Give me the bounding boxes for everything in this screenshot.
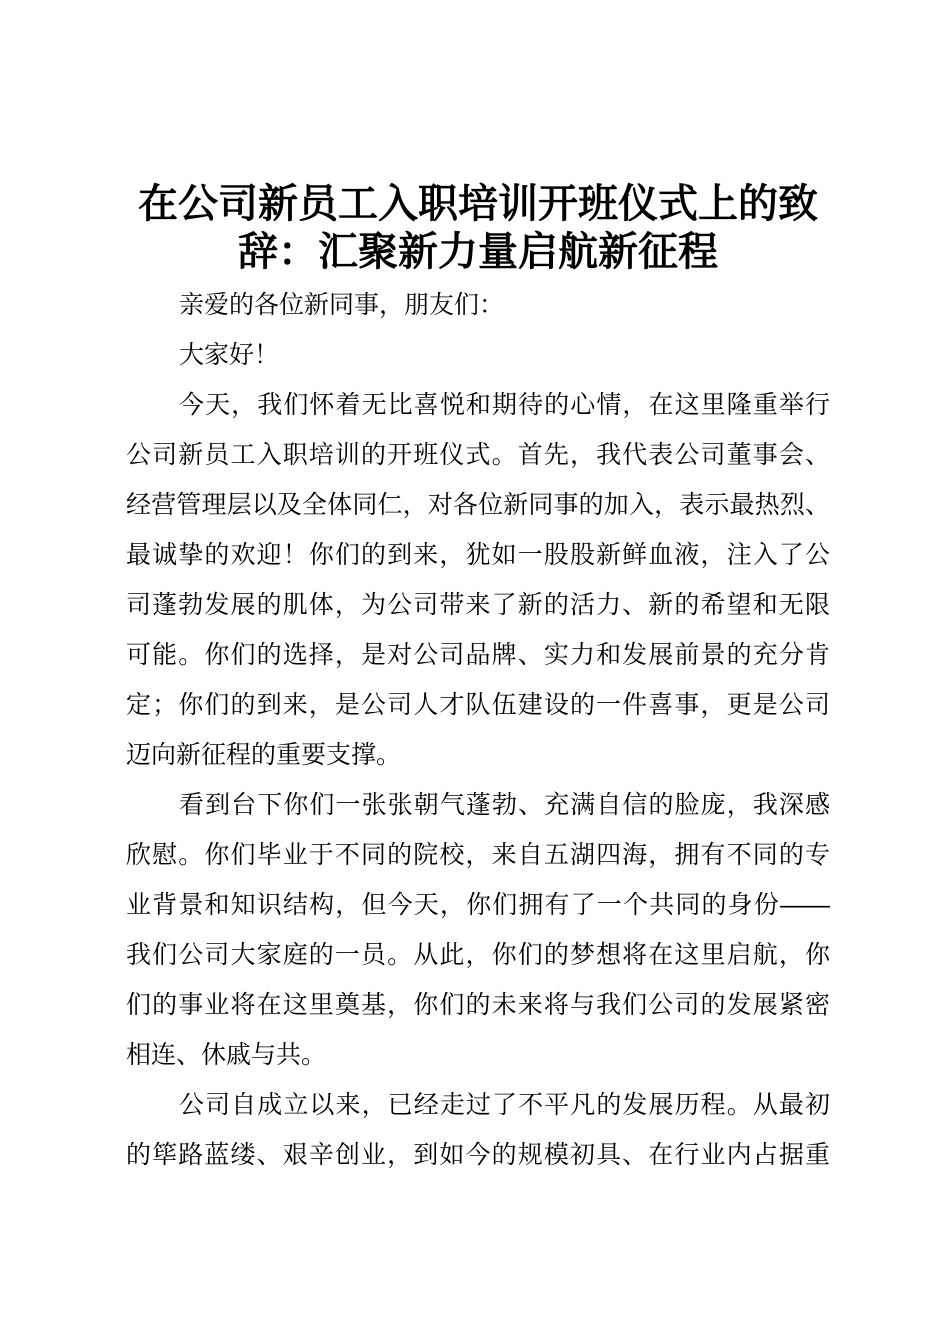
text-line: 业背景和知识结构，但今天，你们拥有了一个共同的身份——: [126, 891, 830, 919]
text-line: 我们公司大家庭的一员。从此，你们的梦想将在这里启航，你: [126, 941, 830, 969]
text-line: 经营管理层以及全体同仁，对各位新同事的加入，表示最热烈、: [126, 491, 830, 519]
text-line: 亲爱的各位新同事，朋友们：: [179, 291, 505, 319]
document-body: [126, 280, 830, 1180]
text-line: 公司新员工入职培训的开班仪式。首先，我代表公司董事会、: [126, 441, 830, 469]
document-title: [126, 180, 830, 276]
document-title-line-1: 在公司新员工入职培训开班仪式上的致: [138, 181, 818, 226]
text-line: 大家好！: [179, 341, 280, 369]
text-line: 定；你们的到来，是公司人才队伍建设的一件喜事，更是公司: [126, 691, 830, 719]
text-line: 今天，我们怀着无比喜悦和期待的心情，在这里隆重举行: [179, 391, 830, 419]
text-line: 们的事业将在这里奠基，你们的未来将与我们公司的发展紧密: [126, 991, 830, 1019]
text-line: 迈向新征程的重要支撑。: [126, 741, 402, 769]
text-line: 的筚路蓝缕、艰辛创业，到如今的规模初具、在行业内占据重: [126, 1141, 830, 1169]
text-line: 可能。你们的选择，是对公司品牌、实力和发展前景的充分肯: [126, 641, 830, 669]
text-line: 司蓬勃发展的肌体，为公司带来了新的活力、新的希望和无限: [126, 591, 830, 619]
text-line: 欣慰。你们毕业于不同的院校，来自五湖四海，拥有不同的专: [126, 841, 830, 869]
text-line: 看到台下你们一张张朝气蓬勃、充满自信的脸庞，我深感: [179, 791, 830, 819]
text-line: 最诚挚的欢迎！你们的到来，犹如一股股新鲜血液，注入了公: [126, 541, 830, 569]
text-line: 公司自成立以来，已经走过了不平凡的发展历程。从最初: [179, 1091, 830, 1119]
text-line: 相连、休戚与共。: [126, 1041, 327, 1069]
document-title-line-2: 辞：汇聚新力量启航新征程: [238, 229, 718, 274]
